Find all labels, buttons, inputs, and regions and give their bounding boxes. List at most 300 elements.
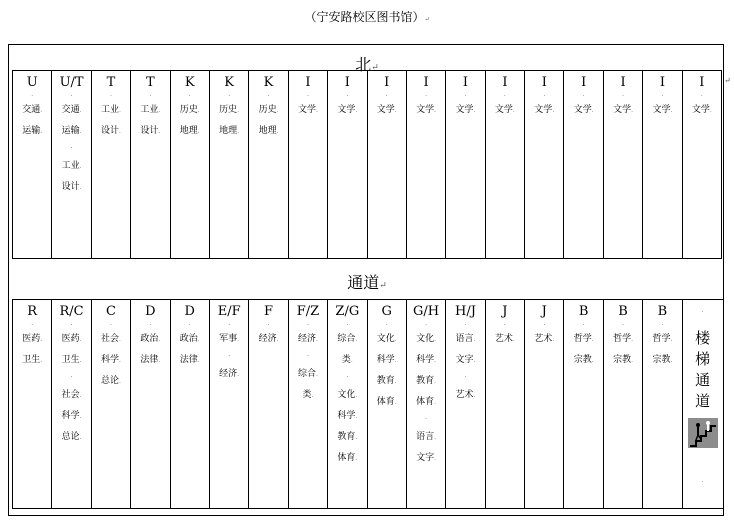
subject-text: 交通 [61,105,80,115]
paragraph-mark: . [228,351,231,358]
shelf-code: R [27,304,38,319]
subject-text: 类 [341,355,351,365]
subject-text: 教育 [376,376,395,386]
shelf-subject [289,364,327,385]
subject-text: 社会 [101,334,120,344]
shelf-subject [407,448,445,469]
paragraph-mark: . [197,336,200,343]
shelf-subject [328,448,366,469]
paragraph-mark: . [70,143,73,150]
paragraph-mark: . [119,336,121,343]
paragraph-mark: . [158,128,161,135]
shelf-subject [407,371,445,392]
subject-text: 文学 [691,105,710,115]
shelf-cell [210,300,249,508]
shelf-cell [249,300,288,508]
shelf-cell [52,71,91,258]
paragraph-mark: . [701,307,704,314]
paragraph-mark: . [700,91,703,98]
stairway-cell [683,300,724,508]
subject-text: 科学 [61,411,80,421]
paragraph-mark: . [582,320,585,327]
paragraph-mark: . [315,371,318,378]
shelf-subject [52,121,90,142]
shelf-subject [407,100,445,121]
shelf-row-south [12,299,724,509]
paragraph-mark: . [434,399,437,406]
shelf-subject [683,100,721,121]
shelf-subject [13,100,51,121]
subject-text: 教育 [337,432,356,442]
subject-text: 地理 [179,126,198,136]
shelf-cell [171,71,210,258]
paragraph-mark: . [503,320,506,327]
subject-text: 经济 [258,334,277,344]
paragraph-mark: . [622,91,625,98]
paragraph-mark: . [31,91,34,98]
shelf-subject [604,329,642,350]
shelf-subject [643,350,681,371]
paragraph-mark: . [158,107,161,114]
shelf-code: I [541,75,547,90]
subject-text: 法律 [179,355,198,365]
subject-text: 哲学 [613,334,632,344]
shelf-subject [210,100,248,121]
shelf-subject [131,329,169,350]
subject-text: 总论 [61,432,80,442]
subject-text: 地理 [219,126,238,136]
paragraph-mark: . [276,107,279,114]
shelf-subject [52,177,90,198]
shelf-subject [564,329,602,350]
paragraph-mark: . [355,107,358,114]
paragraph-mark: . [661,320,664,327]
paragraph-mark: . [267,91,270,98]
subject-text: 政治 [179,334,198,344]
paragraph-mark: . [228,320,231,327]
paragraph-mark: . [631,336,634,343]
shelf-subject [92,100,130,121]
paragraph-mark: . [149,320,152,327]
shelf-subject [328,406,366,427]
shelf-subject [446,350,484,371]
shelf-cell [604,71,643,258]
shelf-subject [328,329,366,350]
shelf-code: R/C [59,304,84,319]
paragraph-mark: . [197,128,200,135]
shelf-cell [13,71,52,258]
shelf-cell [92,71,131,258]
shelf-subject [289,385,327,406]
paragraph-mark: . [464,91,467,98]
shelf-code: C [106,304,116,319]
paragraph-mark: . [582,91,585,98]
paragraph-mark: . [670,357,673,364]
paragraph-mark: . [591,357,594,364]
shelf-subject [328,100,366,121]
paragraph-mark: . [425,414,428,421]
subject-text: 文学 [652,105,671,115]
paragraph-mark: . [355,434,358,441]
subject-text: 体育 [416,397,435,407]
subject-text: 宗教 [573,355,592,365]
shelf-subject [407,427,445,448]
shelf-cell [446,300,485,508]
shelf-subject [52,427,90,448]
paragraph-mark: . [503,91,506,98]
paragraph-mark: . [110,320,112,327]
shelf-cell [13,300,52,508]
aisle-label: 通道↵ [347,273,387,292]
paragraph-mark: . [346,320,349,327]
shelf-subject [604,100,642,121]
shelf-cell [525,300,564,508]
shelf-subject [328,385,366,406]
subject-text: 艺术 [534,334,553,344]
subject-text: 交通 [22,105,41,115]
shelf-code: I [384,75,390,90]
paragraph-mark: . [267,320,270,327]
north-label: 北↵ [355,55,379,74]
paragraph-mark: . [543,320,546,327]
paragraph-mark: . [311,392,314,399]
subject-text: 经济 [219,369,238,379]
paragraph-mark: . [158,357,161,364]
shelf-subject [486,329,524,350]
shelf-subject [92,121,130,142]
subject-text: 历史 [219,105,238,115]
shelf-cell [328,300,367,508]
paragraph-mark: . [79,107,82,114]
paragraph-mark: . [79,434,82,441]
paragraph-mark: . [434,107,437,114]
shelf-subject [407,392,445,413]
paragraph-mark: . [119,107,121,114]
subject-text: 体育 [337,453,356,463]
subject-text: 经济 [297,334,316,344]
shelf-subject [13,121,51,142]
subject-text: 卫生 [22,355,41,365]
shelf-subject [446,100,484,121]
subject-text: 医药 [61,334,80,344]
subject-text: 文字 [455,355,474,365]
subject-text: 宗教 [652,355,671,365]
paragraph-mark: . [591,107,594,114]
shelf-code: F/Z [296,304,320,319]
paragraph-mark: . [394,107,397,114]
shelf-cell [289,71,328,258]
paragraph-mark: . [631,357,634,364]
paragraph-mark: . [79,163,82,170]
subject-text: 工业 [101,105,120,115]
shelf-code: J [502,304,508,319]
shelf-subject [525,329,563,350]
shelf-cell [525,71,564,258]
paragraph-mark: . [306,320,309,327]
shelf-subject [171,100,209,121]
paragraph-mark: . [228,91,231,98]
stairway-char: 楼 [695,329,711,347]
shelf-subject [13,329,51,350]
shelf-subject [52,100,90,121]
paragraph-mark: . [394,378,397,385]
paragraph-mark: . [79,128,82,135]
shelf-subject [486,100,524,121]
shelf-cell [328,71,367,258]
subject-text: 运输 [61,126,80,136]
paragraph-mark: . [394,357,397,364]
shelf-code: K [184,75,195,90]
shelf-code: U/T [59,75,84,90]
paragraph-mark: . [473,107,476,114]
shelf-cell [643,300,682,508]
paragraph-mark: . [434,455,437,462]
shelf-subject [131,100,169,121]
subject-text: 文学 [337,105,356,115]
paragraph-mark: . [350,357,353,364]
paragraph-mark: . [158,336,161,343]
stairs-person-icon [688,418,718,448]
paragraph-mark: . [119,357,121,364]
shelf-code: I [305,75,311,90]
subject-text: 运输 [22,126,41,136]
shelf-subject [92,329,130,350]
shelf-code: D [145,304,156,319]
subject-text: 设计 [101,126,120,136]
shelf-subject [210,329,248,350]
shelf-cell [131,71,170,258]
shelf-subject [52,329,90,350]
shelf-subject [643,100,681,121]
paragraph-mark: . [315,107,318,114]
subject-text: 艺术 [494,334,513,344]
subject-text: 军事 [219,334,238,344]
shelf-cell [604,300,643,508]
paragraph-mark: . [661,91,664,98]
subject-text: 设计 [140,126,159,136]
subject-text: 文学 [534,105,553,115]
paragraph-mark: . [188,320,191,327]
paragraph-mark: . [355,336,358,343]
shelf-code: I [620,75,626,90]
subject-text: 文字 [416,453,435,463]
paragraph-mark: . [197,107,200,114]
subject-text: 法律 [140,355,159,365]
subject-text: 政治 [140,334,159,344]
subject-text: 体育 [376,397,395,407]
subject-text: 文化 [416,334,435,344]
paragraph-mark: . [355,413,358,420]
paragraph-mark: . [394,399,397,406]
shelf-subject [407,350,445,371]
paragraph-mark: . [276,128,279,135]
shelf-cell [52,300,91,508]
paragraph-mark: . [434,434,437,441]
paragraph-mark: . [394,336,397,343]
shelf-code: B [657,304,668,319]
paragraph-mark: . [237,128,240,135]
paragraph-mark: . [40,336,43,343]
paragraph-mark: . [425,91,428,98]
paragraph-mark: . [197,357,200,364]
subject-text: 总论 [101,376,120,386]
shelf-subject [289,329,327,350]
shelf-subject [52,350,90,371]
shelf-cell [289,300,328,508]
shelf-subject [643,329,681,350]
paragraph-mark: . [701,477,704,484]
subject-text: 工业 [140,105,159,115]
shelf-code: B [618,304,628,319]
paragraph-mark: . [79,413,82,420]
shelf-subject [446,329,484,350]
shelf-subject [210,364,248,385]
subject-text: 文化 [337,390,356,400]
subject-text: 文学 [416,105,435,115]
shelf-cell [486,300,525,508]
shelf-subject [13,350,51,371]
paragraph-mark: . [306,91,309,98]
shelf-subject [52,406,90,427]
stairway-char: 道 [695,392,711,410]
shelf-subject [249,100,287,121]
subject-text: 文学 [494,105,513,115]
paragraph-mark: . [512,107,515,114]
paragraph-mark: . [434,357,437,364]
subject-text: 文学 [613,105,632,115]
paragraph-mark: . [591,336,594,343]
subject-text: 文学 [297,105,316,115]
paragraph-mark: . [119,378,121,385]
subject-text: 社会 [61,390,80,400]
paragraph-mark: . [622,320,625,327]
subject-text: 历史 [179,105,198,115]
shelf-code: I [462,75,469,90]
shelf-subject [368,392,406,413]
shelf-code: I [502,75,508,90]
shelf-code: K [224,75,234,90]
paragraph-mark: . [670,107,673,114]
subject-text: 科学 [337,411,356,421]
paragraph-mark: . [464,320,467,327]
subject-text: 科学 [376,355,395,365]
shelf-subject [368,371,406,392]
shelf-code: G [381,304,392,319]
paragraph-mark: . [425,320,428,327]
shelf-subject [92,371,130,392]
subject-text: 历史 [258,105,277,115]
paragraph-mark: . [552,107,555,114]
shelf-subject [249,121,287,142]
paragraph-mark: . [464,372,467,379]
shelf-code: D [184,304,195,319]
subject-text: 语言 [416,432,435,442]
subject-text: 工业 [61,161,80,171]
line-end-mark: ↵ [724,76,731,85]
page-title: （宁安路校区图书馆）↵ [304,10,430,24]
paragraph-mark: . [543,91,546,98]
shelf-cell [171,300,210,508]
shelf-code: T [106,75,116,90]
shelf-code: E/F [217,304,241,319]
shelf-subject [446,385,484,406]
subject-text: 地理 [258,126,277,136]
paragraph-mark: . [70,91,73,98]
shelf-cell [486,71,525,258]
shelf-subject [171,350,209,371]
shelf-code: F [264,304,274,319]
shelf-code: I [581,75,587,90]
shelf-subject [171,121,209,142]
shelf-code: B [578,304,589,319]
subject-text: 宗教 [613,355,632,365]
shelf-cell [407,300,446,508]
shelf-code: Z/G [335,304,360,319]
paragraph-mark: . [512,336,515,343]
shelf-code: K [263,75,274,90]
subject-text: 设计 [61,182,80,192]
paragraph-mark: . [40,107,43,114]
paragraph-mark: . [552,336,555,343]
shelf-subject [564,100,602,121]
paragraph-mark: . [188,91,191,98]
paragraph-mark: . [473,357,476,364]
shelf-code: I [423,75,429,90]
subject-text: 文学 [376,105,395,115]
subject-text: 类 [302,390,312,400]
shelf-subject [52,156,90,177]
shelf-cell [564,300,603,508]
shelf-subject [407,329,445,350]
subject-text: 科学 [101,355,120,365]
shelf-code: I [699,75,705,90]
subject-text: 卫生 [61,355,80,365]
subject-text: 语言 [455,334,474,344]
shelf-cell [564,71,603,258]
shelf-subject [52,385,90,406]
shelf-cell [683,71,722,258]
shelf-subject [328,350,366,371]
shelf-code: G/H [413,304,440,319]
shelf-cell [131,300,170,508]
paragraph-mark: . [631,107,634,114]
paragraph-mark: . [31,320,34,327]
paragraph-mark: . [276,336,279,343]
shelf-cell [368,71,407,258]
shelf-subject [564,350,602,371]
paragraph-mark: . [237,336,240,343]
paragraph-mark: . [40,128,43,135]
paragraph-mark: . [149,91,152,98]
shelf-subject [131,121,169,142]
subject-text: 医药 [22,334,41,344]
paragraph-mark: . [355,392,358,399]
stairway-char: 通 [695,371,711,389]
paragraph-mark: . [79,392,82,399]
paragraph-mark: . [385,320,388,327]
shelf-cell [407,71,446,258]
stairway-label [683,328,723,412]
shelf-cell [643,71,682,258]
paragraph-mark: . [79,336,82,343]
subject-text: 文化 [376,334,395,344]
paragraph-mark: . [434,378,437,385]
shelf-subject [368,350,406,371]
paragraph-mark: . [346,91,349,98]
paragraph-mark: . [315,336,318,343]
shelf-subject [604,350,642,371]
shelf-code: H/J [455,304,476,319]
